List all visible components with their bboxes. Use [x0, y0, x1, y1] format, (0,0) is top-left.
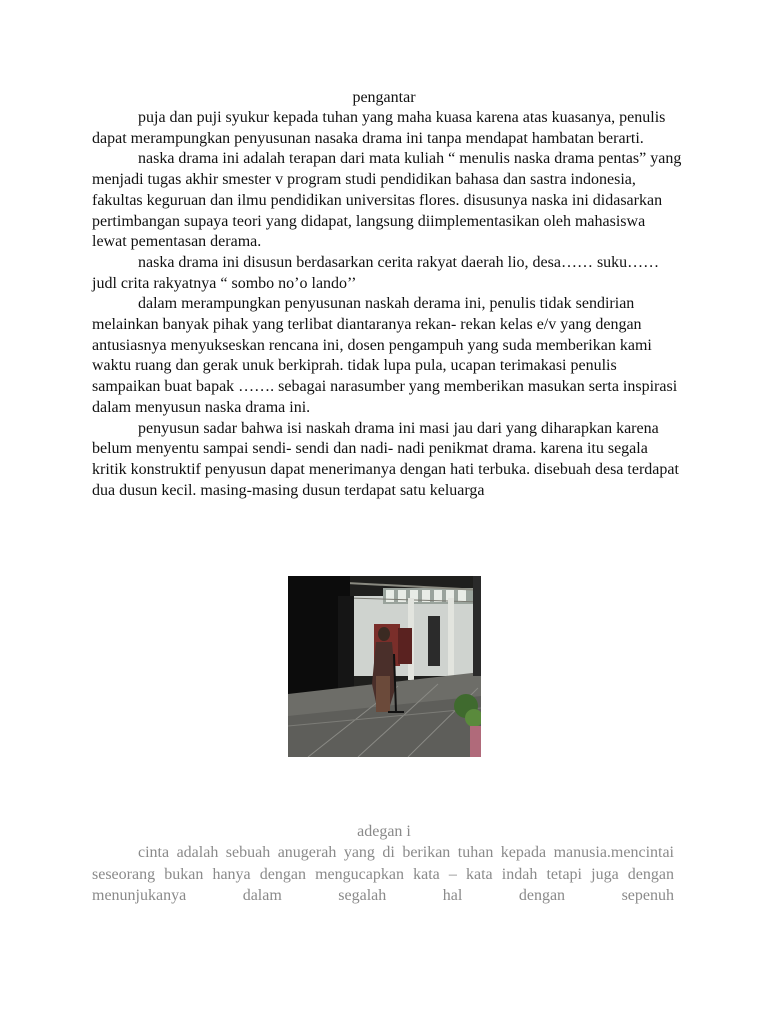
scene-body: [92, 842, 674, 907]
paragraph-5: penyusun sadar bahwa isi naskah drama ini masi jau dari yang diharapkan karena belum menyentu sampai sendi- sendi dan nadi- nadi penikmat drama. karena itu segala kritik konstruktif penyusun dapat menerimanya dengan hati terbuka. disebuah desa terdapat dua dusun kecil. masing-masing dusun terdapat satu keluarga: [92, 419, 679, 499]
page-title: pengantar: [352, 89, 416, 106]
scene-paragraph: cinta adalah sebuah anugerah yang di berikan tuhan kepada manusia.mencintai seseorang bukan hanya dengan mengucapkan kata – kata indah tetapi juga dengan menunjukanya dalam segalah hal dengan sepenuh: [92, 844, 674, 904]
stage-performance-photo: [288, 576, 481, 757]
scene-title: adegan i: [357, 823, 411, 840]
paragraph-1: puja dan puji syukur kepada tuhan yang maha kuasa karena atas kuasanya, penulis dapat merampungkan penyusunan nasaka drama ini tanpa mendapat hambatan berarti.: [92, 109, 666, 147]
paragraph-4: dalam merampungkan penyusunan naskah derama ini, penulis tidak sendirian melainkan banyak pihak yang terlibat diantaranya rekan- rekan kelas e/v yang dengan antusiasnya menyukseskan rencana ini, dosen pengampuh yang suda memberikan kami waktu ruang dan gerak unuk berkiprah. tidak lupa pula, ucapan terimakasi penulis sampaikan buat bapak ……. sebagai narasumber yang memberikan masukan serta inspirasi dalam menyusun naska drama ini.: [92, 295, 678, 416]
paragraph-3: naska drama ini disusun berdasarkan cerita rakyat daerah lio, desa…… suku…… judl crita rakyatnya “ sombo no’o lando’’: [92, 253, 660, 292]
paragraph-2: naska drama ini adalah terapan dari mata kuliah “ menulis naska drama pentas” yang menjadi tugas akhir smester v program studi pendidikan bahasa dan sastra indonesia, fakultas keguruan dan ilmu pendidikan universitas flores. disusunya naska ini didasarkan pertimbangan supaya teori yang didapat, langsung diimplementasikan oleh mahasiswa lewat pementasan derama.: [92, 150, 682, 251]
preface-body: [92, 108, 682, 501]
